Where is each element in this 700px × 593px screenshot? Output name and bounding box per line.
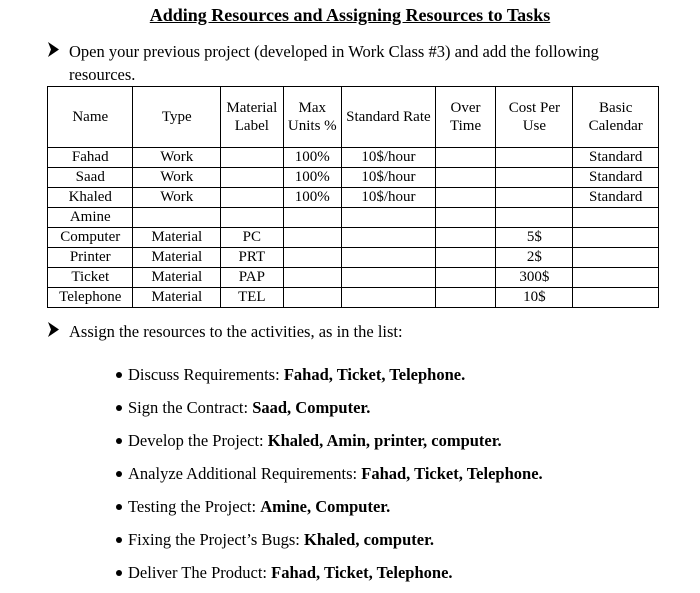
bullet-dot-icon: [116, 372, 122, 378]
cell-max-units: 100%: [283, 168, 341, 188]
cell-type: [133, 208, 221, 228]
cell-max-units: 100%: [283, 148, 341, 168]
task-name: Discuss Requirements:: [128, 365, 284, 384]
col-header-type: Type: [133, 87, 221, 148]
cell-cost-per-use: 5$: [496, 228, 573, 248]
cell-name: Ticket: [48, 268, 133, 288]
cell-type: Material: [133, 268, 221, 288]
assignment-list: [116, 362, 543, 593]
task-resources: Fahad, Ticket, Telephone.: [361, 464, 543, 483]
instruction-text: Open your previous project (developed in Work Class #3) and add the following resources.: [69, 42, 599, 84]
table-row: [48, 268, 659, 288]
cell-type: Material: [133, 248, 221, 268]
cell-basic-calendar: [573, 228, 659, 248]
task-resources: Fahad, Ticket, Telephone.: [271, 563, 453, 582]
cell-basic-calendar: [573, 268, 659, 288]
cell-standard-rate: [341, 208, 435, 228]
arrow-bullet-icon: [47, 321, 60, 338]
page-title: Adding Resources and Assigning Resources to Tasks: [149, 5, 551, 25]
task-name: Fixing the Project’s Bugs:: [128, 530, 305, 549]
cell-type: Work: [133, 168, 221, 188]
list-item: [116, 494, 543, 527]
list-item: [116, 461, 543, 494]
cell-material-label: [221, 188, 284, 208]
instruction-add-resources: [47, 40, 667, 86]
cell-standard-rate: 10$/hour: [341, 188, 435, 208]
col-header-over-time: Over Time: [435, 87, 495, 148]
cell-max-units: [283, 228, 341, 248]
list-item: [116, 527, 543, 560]
task-name: Analyze Additional Requirements:: [128, 464, 362, 483]
task-name: Deliver The Product:: [128, 563, 272, 582]
table-row: [48, 288, 659, 308]
col-header-max-units: Max Units %: [283, 87, 341, 148]
cell-material-label: [221, 148, 284, 168]
cell-name: Khaled: [48, 188, 133, 208]
cell-over-time: [435, 268, 495, 288]
list-item: [116, 362, 543, 395]
list-item: [116, 395, 543, 428]
arrow-bullet-icon: [47, 41, 60, 58]
task-resources: Khaled, computer.: [304, 530, 435, 549]
cell-cost-per-use: [496, 188, 573, 208]
cell-over-time: [435, 148, 495, 168]
col-header-cost-per-use: Cost Per Use: [496, 87, 573, 148]
cell-basic-calendar: Standard: [573, 148, 659, 168]
instruction-assign-resources: [47, 320, 647, 343]
bullet-dot-icon: [116, 438, 122, 444]
cell-over-time: [435, 208, 495, 228]
cell-basic-calendar: Standard: [573, 168, 659, 188]
col-header-material-label: Material Label: [221, 87, 284, 148]
table-header-row: [48, 87, 659, 148]
cell-material-label: PC: [221, 228, 284, 248]
task-resources: Amine, Computer.: [260, 497, 391, 516]
cell-standard-rate: [341, 228, 435, 248]
task-name: Testing the Project:: [128, 497, 261, 516]
cell-material-label: [221, 208, 284, 228]
table-row: [48, 248, 659, 268]
cell-cost-per-use: [496, 208, 573, 228]
resources-table: [47, 86, 659, 308]
cell-max-units: [283, 248, 341, 268]
cell-name: Telephone: [48, 288, 133, 308]
cell-basic-calendar: [573, 248, 659, 268]
cell-material-label: [221, 168, 284, 188]
cell-over-time: [435, 248, 495, 268]
table-row: [48, 188, 659, 208]
cell-over-time: [435, 228, 495, 248]
bullet-dot-icon: [116, 471, 122, 477]
cell-standard-rate: 10$/hour: [341, 148, 435, 168]
table-row: [48, 228, 659, 248]
cell-cost-per-use: [496, 168, 573, 188]
cell-max-units: [283, 288, 341, 308]
cell-standard-rate: 10$/hour: [341, 168, 435, 188]
table-row: [48, 168, 659, 188]
task-resources: Khaled, Amin, printer, computer.: [267, 431, 502, 450]
cell-max-units: 100%: [283, 188, 341, 208]
cell-name: Saad: [48, 168, 133, 188]
bullet-dot-icon: [116, 405, 122, 411]
task-resources: Saad, Computer.: [252, 398, 371, 417]
cell-basic-calendar: [573, 288, 659, 308]
cell-cost-per-use: 2$: [496, 248, 573, 268]
cell-cost-per-use: [496, 148, 573, 168]
col-header-standard-rate: Standard Rate: [341, 87, 435, 148]
col-header-basic-calendar: Basic Calendar: [573, 87, 659, 148]
cell-cost-per-use: 300$: [496, 268, 573, 288]
table-row: [48, 208, 659, 228]
col-header-name: Name: [48, 87, 133, 148]
cell-basic-calendar: Standard: [573, 188, 659, 208]
bullet-dot-icon: [116, 504, 122, 510]
cell-over-time: [435, 188, 495, 208]
cell-max-units: [283, 208, 341, 228]
cell-type: Material: [133, 228, 221, 248]
cell-name: Printer: [48, 248, 133, 268]
cell-name: Computer: [48, 228, 133, 248]
cell-material-label: PAP: [221, 268, 284, 288]
cell-basic-calendar: [573, 208, 659, 228]
cell-name: Amine: [48, 208, 133, 228]
cell-max-units: [283, 268, 341, 288]
cell-type: Material: [133, 288, 221, 308]
cell-type: Work: [133, 188, 221, 208]
task-name: Sign the Contract:: [128, 398, 253, 417]
cell-standard-rate: [341, 288, 435, 308]
task-name: Develop the Project:: [128, 431, 268, 450]
cell-over-time: [435, 288, 495, 308]
table-row: [48, 148, 659, 168]
cell-standard-rate: [341, 248, 435, 268]
list-item: [116, 560, 543, 593]
cell-type: Work: [133, 148, 221, 168]
bullet-dot-icon: [116, 570, 122, 576]
instruction-text: Assign the resources to the activities, as in the list:: [69, 322, 403, 341]
list-item: [116, 428, 543, 461]
cell-material-label: PRT: [221, 248, 284, 268]
cell-standard-rate: [341, 268, 435, 288]
cell-over-time: [435, 168, 495, 188]
cell-material-label: TEL: [221, 288, 284, 308]
cell-name: Fahad: [48, 148, 133, 168]
cell-cost-per-use: 10$: [496, 288, 573, 308]
task-resources: Fahad, Ticket, Telephone.: [283, 365, 466, 384]
bullet-dot-icon: [116, 537, 122, 543]
